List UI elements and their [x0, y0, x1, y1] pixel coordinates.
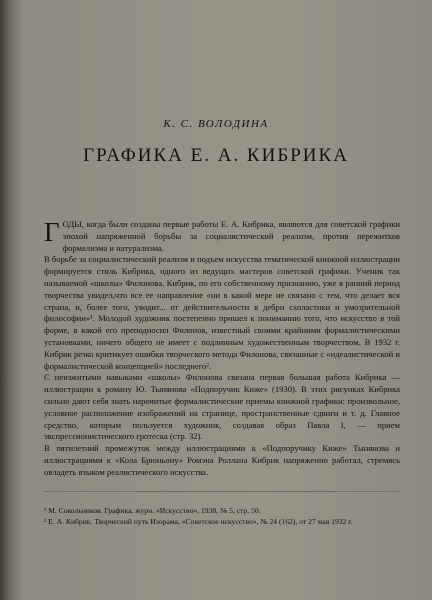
paragraph-2: В борьбе за социалистический реализм и подъем искусства тематической книжной иллюстрации формируется стиль Кибрика, одного из ведущих мастеров советской графики. Ученик так называемой «школы» Филонова, Кибрик, по его собственному признанию, уже в ранний период творчества увидел,что все ее направление «ни в какой мере не связано с тем, что делает вся страна, и, более того, уводит... от действительности в дебри схоластики и умозрительной философии»¹. Молодой художник постепенно пришел к пониманию того, что искусство в той форме, в какой его преподносил Филонов, известный своими крайними формалистическими установками, ничего общего не имеет с подлинным художественным творчеством. В 1932 г. Кибрик резко критикует ошибки творческого метода Филонова, связанные с «идеалистической и формалистической концепцией» последнего².: [44, 254, 400, 371]
paragraph-1-text: ОДЫ, когда были созданы первые работы Е. А. Кибрика, являются для советской графики эпохой напряженной борьбы за социалистический реализм, против пережитков формализма и натурализма.: [62, 219, 400, 253]
footnote-1: ¹ М. Сокольников. Графика, журн. «Искусство», 1938, № 5, стр. 50.: [44, 506, 261, 515]
author-name: К. С. ВОЛОДИНА: [163, 118, 269, 130]
footnotes: [44, 506, 400, 527]
article-title: ГРАФИКА Е. А. КИБРИКА: [83, 145, 349, 166]
paragraph-3: С неизжитыми навыками «школы» Филонова связана первая большая работа Кибрика — иллюстрации к роману Ю. Тынянова «Подпоручик Киже» (1930). В этих рисунках Кибрика сильно дают себя знать нарочитые формалистические приемы книжной графики: произвольное, условное расположение изображений на странице, пространственные сдвиги и т. д. Главное средство, которым пользуется художник, создавая образ Павла I, — прием экспрессионистического гротеска (стр. 32).: [44, 372, 400, 442]
drop-cap: Г: [44, 217, 60, 247]
paragraph-4: В пятилетний промежуток между иллюстрациями к «Подпоручику Киже» Тынянова и иллюстрациями к «Кола Брюньону» Ромэна Роллана Кибрик напряженно работал, стремясь овладеть языком реалистического искусства.: [44, 443, 400, 477]
paragraph-1: [44, 219, 400, 254]
footnote-divider: [44, 491, 400, 492]
footnote-2: ² Е. А. Кибрик. Творческий путь Изорама, «Советское искусство», № 24 (162), от 27 мая 1932 г.: [44, 516, 353, 526]
body-text: [44, 219, 400, 479]
